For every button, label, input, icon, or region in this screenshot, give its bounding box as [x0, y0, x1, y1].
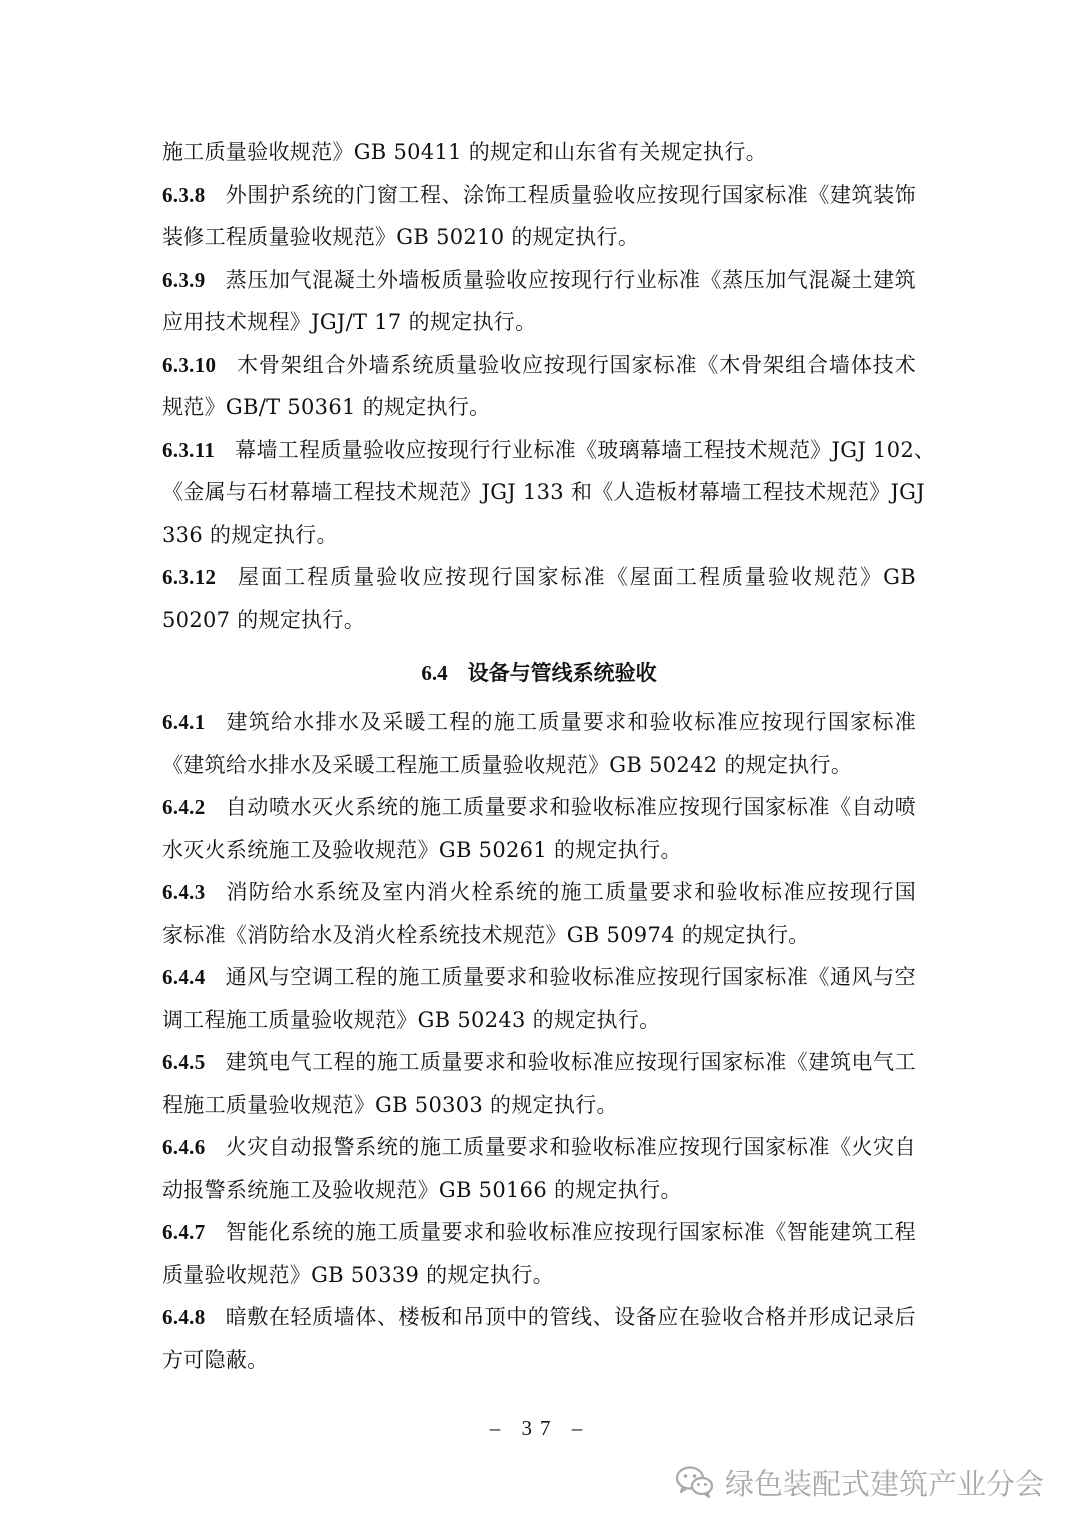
clause-paragraph: [162, 344, 916, 429]
watermark: [675, 1460, 1044, 1504]
clause-text: 装修工程质量验收规范》GB 50210 的规定执行。: [162, 225, 640, 249]
clause-text: 蒸压加气混凝土外墙板质量验收应按现行行业标准《蒸压加气混凝土建筑: [225, 267, 916, 292]
clause-text: 动报警系统施工及验收规范》GB 50166 的规定执行。: [162, 1177, 682, 1202]
clause-text: 规范》GB/T 50361 的规定执行。: [162, 395, 491, 419]
text-line: [162, 829, 916, 872]
clause-text: 通风与空调工程的施工质量要求和验收标准应按现行国家标准《通风与空: [225, 965, 916, 989]
clause-number: 6.3.8: [162, 182, 206, 207]
clause-text: 调工程施工质量验收规范》GB 50243 的规定执行。: [162, 1007, 661, 1032]
clause-paragraph: [162, 429, 936, 557]
wechat-icon: [675, 1465, 715, 1499]
text-line: [162, 786, 916, 829]
clause-text: 质量验收规范》GB 50339 的规定执行。: [162, 1262, 554, 1287]
clause-text: 建筑给水排水及采暖工程的施工质量要求和验收标准应按现行国家标准: [225, 710, 916, 734]
clause-number: 6.4.6: [162, 1135, 206, 1159]
clause-text: 方可隐蔽。: [162, 1347, 269, 1372]
clause-text: 施工质量验收规范》GB 50411 的规定和山东省有关规定执行。: [162, 140, 767, 164]
section-title-text: 设备与管线系统验收: [467, 660, 657, 685]
page-body: [162, 131, 936, 1381]
clause-text: 消防给水系统及室内消火栓系统的施工质量要求和验收标准应按现行国: [225, 880, 916, 904]
text-line: [162, 1211, 916, 1254]
clause-number: 6.4.8: [162, 1305, 206, 1329]
text-line: [162, 1084, 916, 1127]
text-line: [162, 1296, 916, 1339]
text-line: [162, 301, 916, 344]
text-line: [162, 871, 916, 914]
clause-text: 外围护系统的门窗工程、涂饰工程质量验收应按现行国家标准《建筑装饰: [225, 182, 916, 207]
clause-text: 水灭火系统施工及验收规范》GB 50261 的规定执行。: [162, 837, 682, 862]
text-line: [162, 701, 916, 744]
text-line: [162, 429, 936, 472]
clause-paragraph: [162, 174, 916, 259]
clause-paragraph: [162, 1296, 916, 1381]
text-line: [162, 1041, 916, 1084]
text-line: [162, 1169, 916, 1212]
section-heading: [162, 645, 916, 701]
clause-number: 6.4.5: [162, 1050, 206, 1074]
clause-paragraph: [162, 871, 916, 956]
text-line: [162, 556, 916, 599]
text-line: [162, 914, 916, 957]
text-line: [162, 744, 916, 787]
clause-number: 6.4.7: [162, 1220, 206, 1244]
clause-text: 应用技术规程》JGJ/T 17 的规定执行。: [162, 310, 537, 334]
clause-number: 6.4.1: [162, 710, 206, 734]
clause-text: 屋面工程质量验收应按现行国家标准《屋面工程质量验收规范》GB: [236, 565, 916, 589]
clause-number: 6.4.2: [162, 795, 206, 819]
clause-text: 《建筑给水排水及采暖工程施工质量验收规范》GB 50242 的规定执行。: [162, 752, 853, 777]
text-line: [162, 471, 925, 514]
clause-text: 火灾自动报警系统的施工质量要求和验收标准应按现行国家标准《火灾自: [225, 1135, 916, 1159]
clause-paragraph: [162, 701, 916, 786]
section-6-3-continued: [162, 131, 936, 641]
clause-text: 智能化系统的施工质量要求和验收标准应按现行国家标准《智能建筑工程: [225, 1220, 916, 1244]
text-line: [162, 131, 916, 174]
watermark-text: 绿色装配式建筑产业分会: [724, 1466, 1044, 1501]
text-line: [162, 1254, 916, 1297]
clause-number: 6.4.3: [162, 880, 206, 904]
clause-paragraph: [162, 259, 916, 344]
clause-number: 6.3.9: [162, 267, 206, 292]
clause-paragraph: [162, 1041, 916, 1126]
text-line: [162, 1126, 916, 1169]
text-line: [162, 259, 916, 302]
clause-paragraph: [162, 1126, 916, 1211]
section-number: 6.4: [421, 661, 448, 685]
text-line: [162, 514, 916, 557]
clause-number: 6.3.12: [162, 565, 217, 589]
clause-number: 6.3.10: [162, 352, 217, 377]
clause-text: 家标准《消防给水及消火栓系统技术规范》GB 50974 的规定执行。: [162, 922, 810, 947]
clause-text: 幕墙工程质量验收应按现行行业标准《玻璃幕墙工程技术规范》JGJ 102、: [235, 437, 936, 462]
text-line: [162, 999, 916, 1042]
clause-paragraph: [162, 786, 916, 871]
clause-number: 6.4.4: [162, 965, 206, 989]
text-line: [162, 216, 916, 259]
text-line: [162, 174, 916, 217]
clause-number: 6.3.11: [162, 437, 216, 462]
clause-text: 《金属与石材幕墙工程技术规范》JGJ 133 和《人造板材幕墙工程技术规范》JGJ: [162, 480, 925, 504]
clause-text: 建筑电气工程的施工质量要求和验收标准应按现行国家标准《建筑电气工: [225, 1050, 916, 1074]
clause-paragraph: [162, 1211, 916, 1296]
clause-text: 暗敷在轻质墙体、楼板和吊顶中的管线、设备应在验收合格并形成记录后: [225, 1305, 916, 1329]
page-number: – 37 –: [489, 1416, 591, 1440]
text-line: [162, 344, 916, 387]
text-line: [162, 386, 916, 429]
clause-paragraph: [162, 956, 916, 1041]
clause-text: 程施工质量验收规范》GB 50303 的规定执行。: [162, 1092, 618, 1117]
text-line: [162, 956, 916, 999]
clause-paragraph: [162, 556, 916, 641]
text-line: [162, 599, 916, 642]
clause-text: 336 的规定执行。: [162, 522, 338, 547]
clause-text: 50207 的规定执行。: [162, 607, 366, 632]
section-6-4: [162, 701, 916, 1381]
clause-paragraph: [162, 131, 916, 174]
clause-text: 自动喷水灭火系统的施工质量要求和验收标准应按现行国家标准《自动喷: [225, 795, 916, 819]
clause-text: 木骨架组合外墙系统质量验收应按现行国家标准《木骨架组合墙体技术: [236, 352, 916, 377]
text-line: [162, 1339, 916, 1382]
